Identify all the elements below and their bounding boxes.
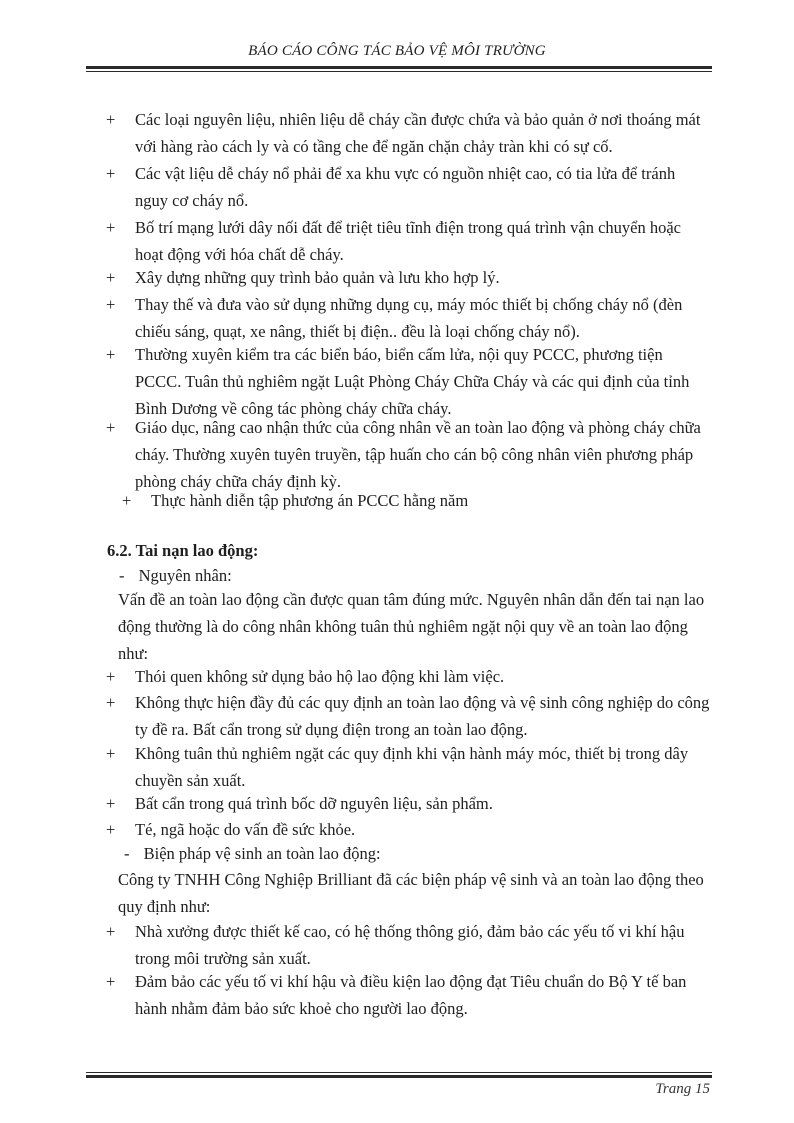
list-item-text: Bố trí mạng lưới dây nối đất để triệt tiêu tĩnh điện trong quá trình vận chuyển hoặc hoạt động với hóa chất dễ cháy. — [135, 218, 681, 264]
bullet-mark: + — [106, 110, 116, 129]
bullet-mark: + — [106, 667, 116, 686]
list-item-text: Té, ngã hoặc do vấn đề sức khỏe. — [135, 820, 356, 839]
cause-intro-paragraph: Vấn đề an toàn lao động cần được quan tâm đúng mức. Nguyên nhân dẫn đến tai nạn lao động thường là do công nhân không tuân thủ nghiêm ngặt nội quy về an toàn lao động như: — [118, 590, 705, 663]
bullet-mark: + — [106, 345, 116, 364]
measures-intro-paragraph: Công ty TNHH Công Nghiệp Brilliant đã các biện pháp vệ sinh và an toàn lao động theo quy định như: — [118, 870, 704, 916]
list-item-text: Đảm bảo các yếu tố vi khí hậu và điều kiện lao động đạt Tiêu chuẩn do Bộ Y tế ban hành nhằm đảm bảo sức khoẻ cho người lao động. — [135, 972, 687, 1018]
bullet-mark: + — [106, 693, 116, 712]
dash-item-label: Nguyên nhân: — [138, 566, 232, 585]
dash-item — [124, 840, 381, 867]
list-item-text: Các vật liệu dễ cháy nổ phải để xa khu vực có nguồn nhiệt cao, có tia lửa để tránh nguy cơ cháy nổ. — [135, 164, 676, 210]
page-number: Trang 15 — [655, 1081, 710, 1097]
dash-item-label: Biện pháp vệ sinh an toàn lao động: — [143, 844, 381, 863]
list-item-text: Thực hành diễn tập phương án PCCC hằng năm — [151, 491, 469, 510]
bullet-mark: + — [106, 268, 116, 287]
section-heading: 6.2. Tai nạn lao động: — [107, 541, 259, 560]
dash-mark: - — [119, 566, 125, 585]
list-item-text: Bất cẩn trong quá trình bốc dỡ nguyên liệu, sản phẩm. — [135, 794, 493, 813]
list-item-text: Thường xuyên kiểm tra các biển báo, biển cấm lửa, nội quy PCCC, phương tiện PCCC. Tuân thủ nghiêm ngặt Luật Phòng Cháy Chữa Cháy và các qui định của tỉnh Bình Dương về công tác phòng cháy chữa cháy. — [135, 345, 690, 418]
bullet-mark: + — [106, 744, 116, 763]
bullet-mark: + — [106, 820, 116, 839]
bullet-mark: + — [106, 794, 116, 813]
dash-item — [119, 562, 232, 589]
bullet-mark: + — [106, 295, 116, 314]
footer-rule — [86, 1072, 712, 1078]
bullet-mark: + — [106, 164, 116, 183]
bullet-mark: + — [106, 922, 116, 941]
list-item-text: Không thực hiện đầy đủ các quy định an toàn lao động và vệ sinh công nghiệp do công ty đề ra. Bất cẩn trong sử dụng điện trong an toàn lao động. — [135, 693, 710, 739]
list-item-text: Thay thế và đưa vào sử dụng những dụng cụ, máy móc thiết bị chống cháy nổ (đèn chiếu sáng, quạt, xe nâng, thiết bị điện.. đều là loại chống cháy nổ). — [135, 295, 683, 341]
bullet-mark: + — [106, 418, 116, 437]
list-item-text: Xây dựng những quy trình bảo quản và lưu kho hợp lý. — [135, 268, 500, 287]
page-header-title: BÁO CÁO CÔNG TÁC BẢO VỆ MÔI TRƯỜNG — [248, 43, 546, 59]
list-item-text: Không tuân thủ nghiêm ngặt các quy định khi vận hành máy móc, thiết bị trong dây chuyền sản xuất. — [135, 744, 689, 790]
list-item-text: Các loại nguyên liệu, nhiên liệu dễ cháy cần được chứa và bảo quản ở nơi thoáng mát với hàng rào cách ly và có tầng che để ngăn chặn chảy tràn khi có sự cố. — [135, 110, 701, 156]
list-item-text: Nhà xưởng được thiết kế cao, có hệ thống thông gió, đảm bảo các yếu tố vi khí hậu trong môi trường sản xuất. — [135, 922, 685, 968]
bullet-mark: + — [106, 218, 116, 237]
list-item-text: Giáo dục, nâng cao nhận thức của công nhân về an toàn lao động và phòng cháy chữa cháy. Thường xuyên tuyên truyền, tập huấn cho cán bộ công nhân viên phương pháp phòng cháy chữa cháy định kỳ. — [135, 418, 701, 491]
bullet-mark: + — [122, 491, 132, 510]
list-item-text: Thói quen không sử dụng bảo hộ lao động khi làm việc. — [135, 667, 505, 686]
bullet-mark: + — [106, 972, 116, 991]
dash-mark: - — [124, 844, 130, 863]
